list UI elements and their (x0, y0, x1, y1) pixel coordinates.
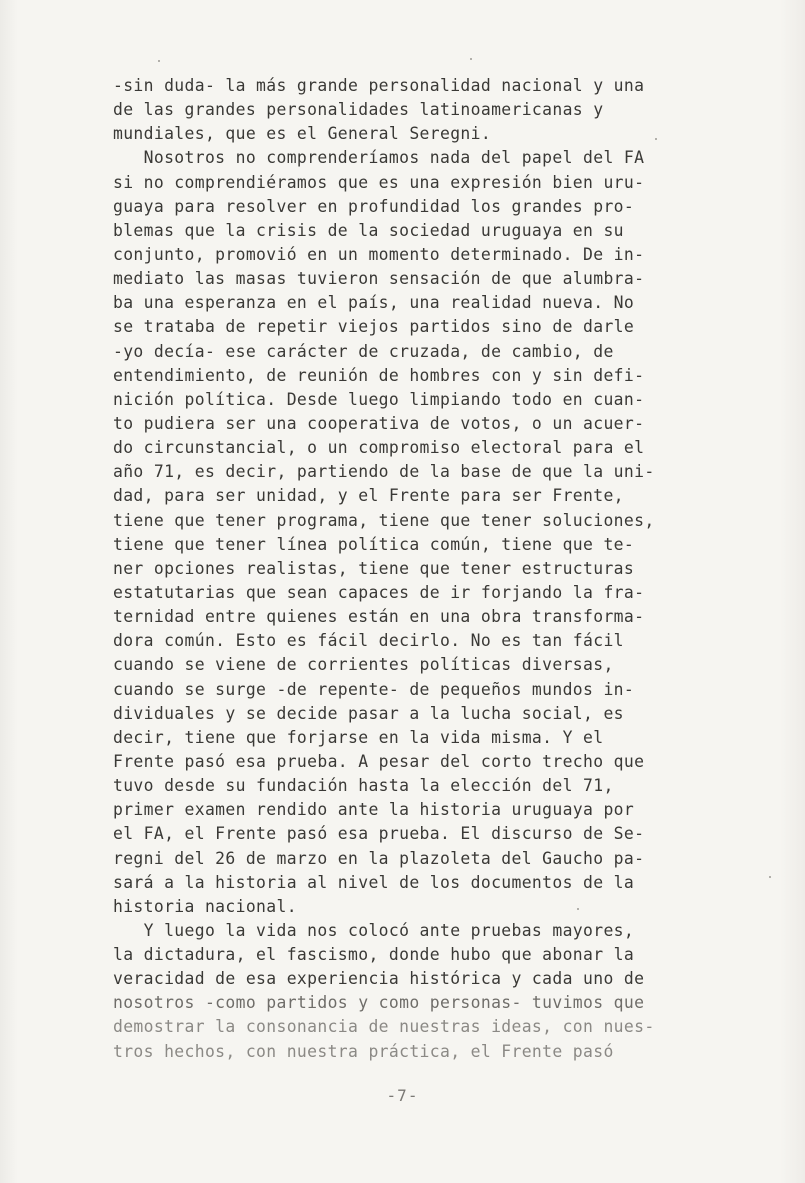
text-line: año 71, es decir, partiendo de la base de que la uni- (113, 462, 655, 482)
text-line: tuvo desde su fundación hasta la elección del 71, (113, 776, 614, 796)
text-line: do circunstancial, o un compromiso electoral para el (113, 438, 645, 458)
text-line: regni del 26 de marzo en la plazoleta del Gaucho pa- (113, 848, 645, 868)
text-line: ba una esperanza en el país, una realidad nueva. No (113, 293, 635, 313)
text-line: decir, tiene que forjarse en la vida misma. Y el (113, 727, 604, 747)
text-line: conjunto, promovió en un momento determinado. De in- (113, 244, 645, 264)
page-number: -7- (386, 1086, 419, 1105)
text-line: tros hechos, con nuestra práctica, el Frente pasó (113, 1041, 614, 1061)
text-line: -sin duda- la más grande personalidad nacional y una (113, 76, 645, 95)
text-line: dad, para ser unidad, y el Frente para ser Frente, (113, 486, 624, 506)
text-line: mediato las masas tuvieron sensación de que alumbra- (113, 269, 645, 289)
text-line: Frente pasó esa prueba. A pesar del corto trecho que (113, 751, 645, 771)
text-line: si no comprendiéramos que es una expresión bien uru- (113, 172, 645, 192)
text-line: Nosotros no comprenderíamos nada del papel del FA (113, 148, 645, 168)
text-line: entendimiento, de reunión de hombres con y sin defi- (113, 365, 645, 385)
text-line: ternidad entre quienes están en una obra transforma- (113, 607, 645, 627)
paper-speck (769, 876, 771, 878)
text-line: historia nacional. (113, 896, 297, 916)
text-line: blemas que la crisis de la sociedad uruguaya en su (113, 220, 624, 240)
text-line: tiene que tener línea política común, tiene que te- (113, 534, 635, 554)
paper-speck (158, 60, 160, 62)
text-line: nición política. Desde luego limpiando todo en cuan- (113, 389, 645, 409)
text-line: cuando se viene de corrientes políticas diversas, (113, 655, 614, 675)
text-line: guaya para resolver en profundidad los grandes pro- (113, 196, 635, 216)
text-line: la dictadura, el fascismo, donde hubo que abonar la (113, 945, 635, 965)
paper-speck (577, 908, 579, 910)
paper-speck (655, 138, 657, 140)
text-line: ner opciones realistas, tiene que tener estructuras (113, 558, 635, 578)
text-line: demostrar la consonancia de nuestras ideas, con nues- (113, 1017, 655, 1037)
text-line: dora común. Esto es fácil decirlo. No es tan fácil (113, 631, 624, 651)
text-line: dividuales y se decide pasar a la lucha social, es (113, 703, 624, 723)
body-text (113, 74, 753, 1064)
text-line: primer examen rendido ante la historia uruguaya por (113, 800, 635, 820)
text-line: tiene que tener programa, tiene que tener soluciones, (113, 510, 655, 530)
text-line: veracidad de esa experiencia histórica y cada uno de (113, 969, 645, 989)
paper-speck (470, 58, 472, 60)
text-line: estatutarias que sean capaces de ir forjando la fra- (113, 582, 645, 602)
text-line: Y luego la vida nos colocó ante pruebas mayores, (113, 920, 635, 940)
text-line: to pudiera ser una cooperativa de votos, o un acuer- (113, 413, 645, 433)
text-line: cuando se surge -de repente- de pequeños mundos in- (113, 679, 635, 699)
text-line: de las grandes personalidades latinoamericanas y (113, 100, 604, 120)
text-line: -yo decía- ese carácter de cruzada, de cambio, de (113, 341, 614, 361)
text-line: mundiales, que es el General Seregni. (113, 124, 492, 144)
text-line: sará a la historia al nivel de los documentos de la (113, 872, 635, 892)
text-line: se trataba de repetir viejos partidos sino de darle (113, 317, 635, 337)
text-line: el FA, el Frente pasó esa prueba. El discurso de Se- (113, 824, 645, 844)
text-line: nosotros -como partidos y como personas- tuvimos que (113, 993, 645, 1013)
